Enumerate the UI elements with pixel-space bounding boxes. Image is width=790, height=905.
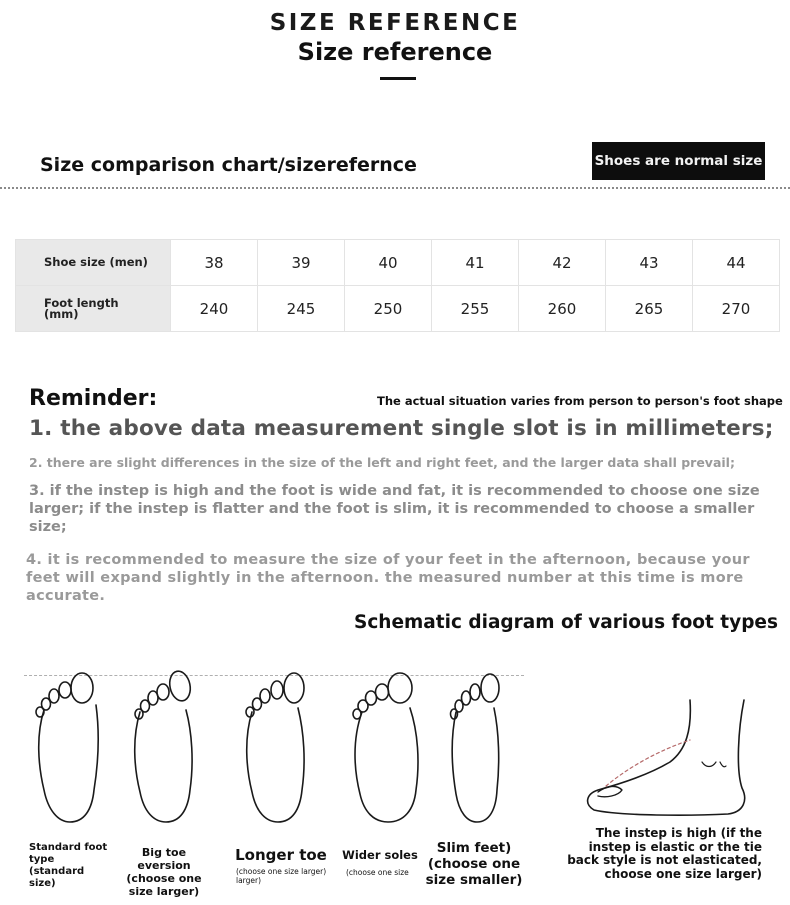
table-cell: 250 — [345, 286, 432, 332]
table-row — [16, 286, 780, 332]
high-instep-label: The instep is high (if the instep is elastic or the tie back style is not elasticated, choose one size larger) — [567, 826, 762, 881]
longer-toe-foot-icon — [246, 673, 304, 822]
foot-diagrams — [0, 650, 790, 840]
standard-foot-icon — [36, 673, 98, 822]
table-cell: 40 — [345, 240, 432, 286]
high-instep-foot-icon — [588, 700, 745, 815]
reminder-note: The actual situation varies from person to person's foot shape — [377, 394, 783, 408]
header-title: SIZE REFERENCE — [269, 10, 521, 36]
reminder-item-2: 2. there are slight differences in the size of the left and right feet, and the larger data shall prevail; — [29, 455, 735, 470]
size-table — [15, 239, 780, 332]
table-cell: 41 — [432, 240, 519, 286]
big-toe-eversion-foot-icon — [135, 669, 193, 822]
table-cell: 39 — [258, 240, 345, 286]
reminder-title: Reminder: — [29, 386, 158, 411]
normal-size-badge: Shoes are normal size — [592, 142, 765, 180]
big-toe-eversion-label: Big toe eversion (choose one size larger) — [126, 846, 202, 898]
reminder-item-4: 4. it is recommended to measure the size of your feet in the afternoon, because your feet will expand slightly in the afternoon. the measured number at this time is more accurate. — [26, 552, 750, 604]
table-cell: 255 — [432, 286, 519, 332]
table-row — [16, 240, 780, 286]
comparison-title: Size comparison chart/sizerefernce — [40, 154, 417, 176]
standard-foot-label: Standard foot type (standard size) — [29, 842, 108, 889]
reminder-item-1: 1. the above data measurement single slot is in millimeters; — [29, 416, 774, 441]
dotted-divider — [0, 187, 790, 189]
longer-toe-note: (choose one size larger) larger) — [236, 867, 327, 885]
header-subtitle: Size reference — [297, 38, 493, 66]
row-label-foot-length — [16, 286, 171, 332]
foot-types-title: Schematic diagram of various foot types — [354, 612, 778, 633]
wider-soles-foot-icon — [353, 673, 418, 822]
table-cell: 240 — [171, 286, 258, 332]
longer-toe-label: Longer toe — [235, 846, 327, 864]
table-cell: 245 — [258, 286, 345, 332]
table-cell: 44 — [693, 240, 780, 286]
slim-feet-label: Slim feet) (choose one size smaller) — [425, 840, 523, 888]
table-cell: 260 — [519, 286, 606, 332]
wider-soles-label: Wider soles — [342, 848, 418, 862]
table-cell: 38 — [171, 240, 258, 286]
table-cell: 42 — [519, 240, 606, 286]
table-cell: 270 — [693, 286, 780, 332]
reminder-item-3: 3. if the instep is high and the foot is wide and fat, it is recommended to choose one size larger; if the instep is flatter and the foot is slim, it is recommended to choose a smaller size; — [29, 483, 760, 535]
header-underline — [380, 77, 416, 80]
wider-soles-note: (choose one size — [346, 868, 409, 877]
row-label-text: Foot length (mm) — [44, 295, 119, 321]
slim-foot-icon — [451, 674, 500, 822]
table-cell: 265 — [606, 286, 693, 332]
table-cell: 43 — [606, 240, 693, 286]
row-label-shoe-size: Shoe size (men) — [16, 240, 171, 286]
